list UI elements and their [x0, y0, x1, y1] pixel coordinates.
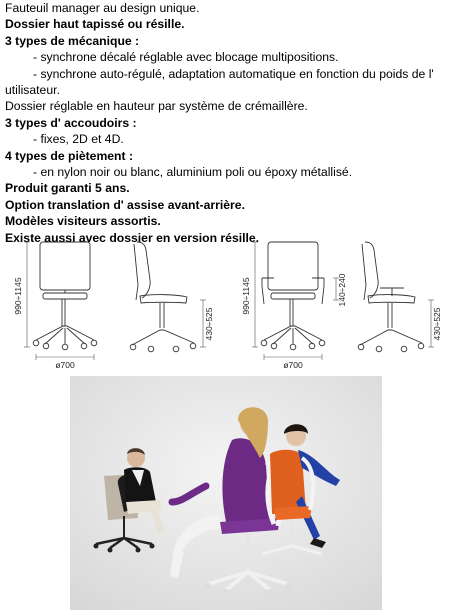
armrest-dimension-label: 140÷240: [337, 273, 347, 307]
chair-armrest-side-view: [358, 242, 424, 352]
chair-front-view: [33, 242, 97, 350]
height-dimension-label: 990÷1145: [13, 277, 23, 315]
armrest-option-1: - fixes, 2D et 4D.: [33, 132, 124, 147]
base-diameter-label-2: ø700: [283, 360, 303, 370]
height-adjust-line: Dossier réglable en hauteur par système de crémaillère.: [5, 99, 308, 114]
mechanism-option-2: - synchrone auto-régulé, adaptation automatique en fonction du poids de l' utilisateur.: [5, 66, 434, 98]
visitors-line: Modèles visiteurs assortis.: [5, 214, 161, 229]
mechanism-heading: 3 types de mécanique :: [5, 33, 140, 48]
height-dimension-label-2: 990÷1145: [241, 277, 251, 315]
seat-dimension-label: 430÷525: [204, 307, 214, 341]
chair-armrest-front-view: [261, 242, 325, 350]
technical-drawings: [0, 240, 450, 372]
guarantee-line: Produit garanti 5 ans.: [5, 181, 130, 196]
seat-dimension-label-2: 430÷525: [432, 307, 442, 341]
base-heading: 4 types de piètement :: [5, 148, 134, 163]
mechanism-option-1: - synchrone décalé réglable avec blocage multipositions.: [33, 50, 339, 65]
seat-slide-line: Option translation d' assise avant-arrière.: [5, 197, 245, 212]
base-diameter-label: ø700: [55, 360, 75, 370]
intro-line: Fauteuil manager au design unique.: [5, 1, 200, 15]
dimension-lines: [24, 242, 434, 360]
armrest-heading: 3 types d' accoudoirs :: [5, 115, 137, 130]
mesh-line: Existe aussi avec dossier en version résille.: [5, 230, 260, 245]
base-option-1: - en nylon noir ou blanc, aluminium poli ou époxy métallisé.: [33, 165, 353, 180]
backrest-line: Dossier haut tapissé ou résille.: [5, 17, 185, 32]
product-photo: [70, 376, 382, 610]
product-description: [5, 0, 447, 246]
chair-side-view: [130, 242, 196, 352]
